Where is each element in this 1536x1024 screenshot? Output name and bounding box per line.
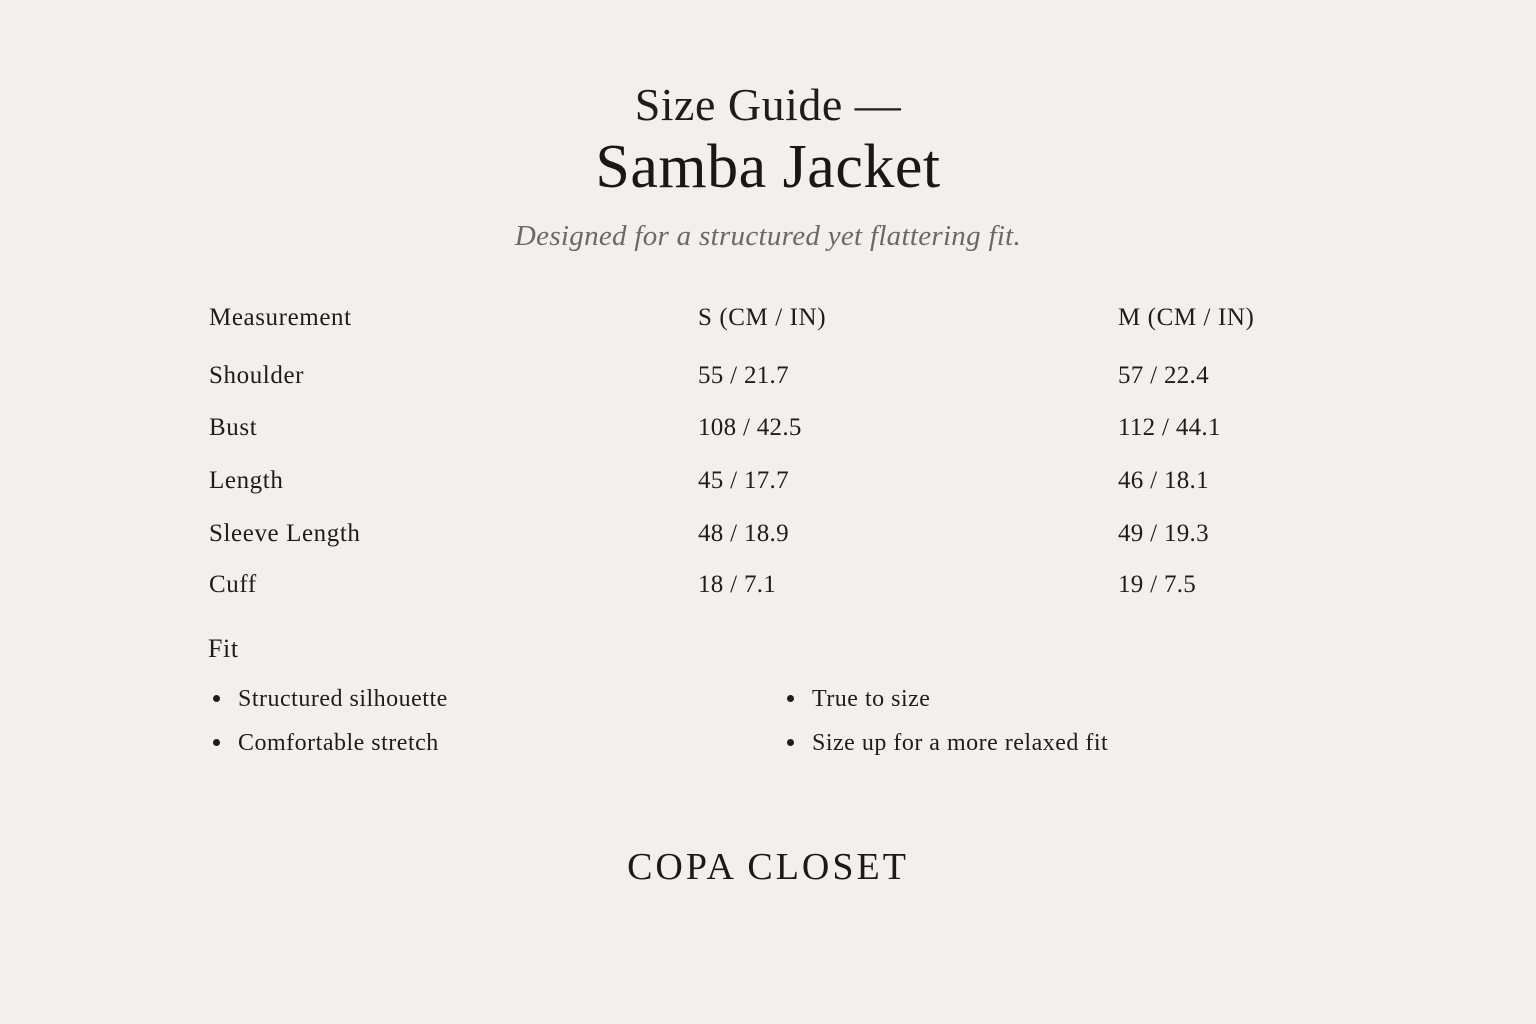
cell-shoulder-s: 55 / 21.7 [698,362,789,389]
bullet-icon [787,695,794,702]
fit-item-text: Size up for a more relaxed fit [812,730,1109,756]
bullet-icon [213,695,220,702]
fit-item-text: Comfortable stretch [238,730,439,756]
cell-shoulder-m: 57 / 22.4 [1118,362,1209,389]
row-label-sleeve-length: Sleeve Length [209,520,361,547]
cell-bust-m: 112 / 44.1 [1118,414,1221,441]
product-name: Samba Jacket [595,133,941,201]
column-header-size-s: S (CM / IN) [698,304,827,331]
fit-heading: Fit [208,634,239,663]
cell-sleeve-length-m: 49 / 19.3 [1118,520,1209,547]
bullet-icon [787,739,794,746]
fit-list-item [787,686,930,713]
row-label-length: Length [209,467,284,494]
bullet-icon [213,739,220,746]
cell-length-s: 45 / 17.7 [698,467,789,494]
brand-wordmark: COPA CLOSET [627,846,909,888]
row-label-shoulder: Shoulder [209,362,305,389]
column-header-size-m: M (CM / IN) [1118,304,1255,331]
cell-sleeve-length-s: 48 / 18.9 [698,520,789,547]
cell-bust-s: 108 / 42.5 [698,414,802,441]
tagline: Designed for a structured yet flattering fit. [514,220,1022,252]
fit-list-item [213,730,439,757]
page-title: Size Guide — [634,79,902,130]
row-label-bust: Bust [209,414,258,441]
fit-list-item [787,730,1108,757]
fit-list-item [213,686,448,713]
cell-cuff-s: 18 / 7.1 [698,571,777,598]
fit-item-text: Structured silhouette [238,686,448,712]
fit-item-text: True to size [812,686,931,712]
cell-cuff-m: 19 / 7.5 [1118,571,1197,598]
cell-length-m: 46 / 18.1 [1118,467,1209,494]
column-header-measurement: Measurement [209,304,352,331]
row-label-cuff: Cuff [209,571,257,598]
